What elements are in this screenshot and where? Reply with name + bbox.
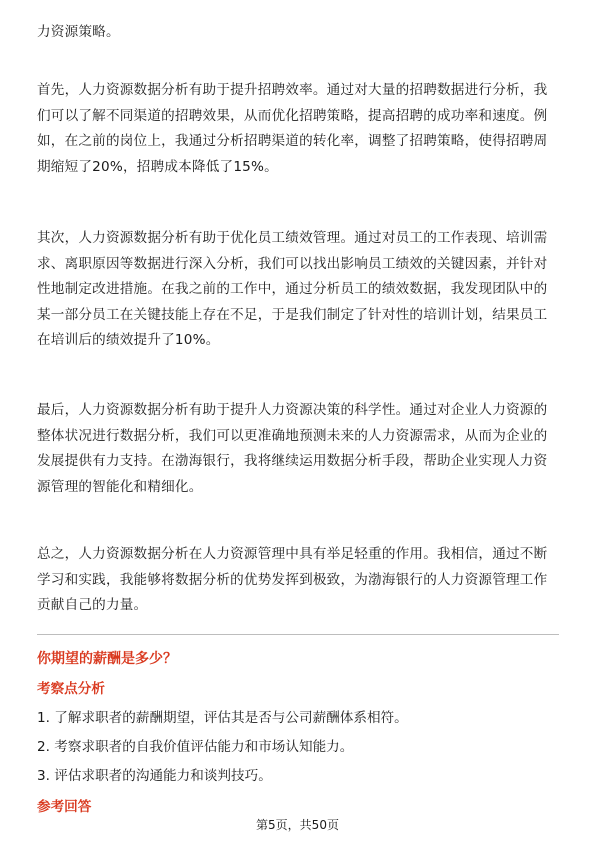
section-divider [37,634,559,635]
paragraph-first: 首先，人力资源数据分析有助于提升招聘效率。通过对大量的招聘数据进行分析，我们可以了解不同渠道的招聘效果，从而优化招聘策略，提高招聘的成功率和速度。例如，在之前的岗位上，我通过分析招聘渠道的转化率，调整了招聘策略，使得招聘周期缩短了20%，招聘成本降低了15%。 [37,82,548,175]
paragraph-conclusion: 总之，人力资源数据分析在人力资源管理中具有举足轻重的作用。我相信，通过不断学习和实践，我能够将数据分析的优势发挥到极致，为渤海银行的人力资源管理工作贡献自己的力量。 [37,546,548,613]
analysis-item: 2. 考察求职者的自我价值评估能力和市场认知能力。 [37,739,354,755]
analysis-item: 3. 评估求职者的沟通能力和谈判技巧。 [37,768,272,784]
paragraph-continuation: 力资源策略。 [37,24,120,40]
paragraph-third: 最后，人力资源数据分析有助于提升人力资源决策的科学性。通过对企业人力资源的整体状况进行数据分析，我们可以更准确地预测未来的人力资源需求，从而为企业的发展提供有力支持。在渤海银行，我将继续运用数据分析手段，帮助企业实现人力资源管理的智能化和精细化。 [37,402,548,495]
reference-answer-heading: 参考回答 [37,799,92,815]
paragraph-second: 其次，人力资源数据分析有助于优化员工绩效管理。通过对员工的工作表现、培训需求、离职原因等数据进行深入分析，我们可以找出影响员工绩效的关键因素，并针对性地制定改进措施。在我之前的工作中，通过分析员工的绩效数据，我发现团队中的某一部分员工在关键技能上存在不足，于是我们制定了针对性的培训计划，结果员工在培训后的绩效提升了10%。 [37,230,548,348]
analysis-item: 1. 了解求职者的薪酬期望，评估其是否与公司薪酬体系相符。 [37,710,408,726]
analysis-heading: 考察点分析 [37,681,105,697]
question-heading: 你期望的薪酬是多少？ [37,651,177,667]
page-number: 第5页，共50页 [256,818,339,832]
